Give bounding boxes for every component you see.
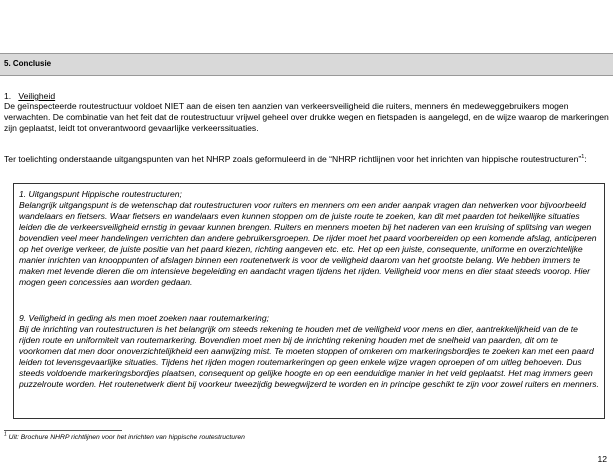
footnote-marker: 1 — [4, 431, 7, 438]
page-number: 12 — [597, 454, 607, 464]
intro-paragraph — [4, 154, 610, 165]
quote-item-2-heading: 9. Veiligheid in geding als men moet zoeken naar routemarkering; — [19, 313, 269, 323]
quote-item-1-heading: 1. Uitgangspunt Hippische routestructuren; — [19, 189, 182, 199]
subsection-title: Veiligheid — [18, 91, 56, 101]
quote-item-1-body: Belangrijk uitgangspunt is de wetenschap dat routestructuren voor ruiters en menners om een ander aanpak vragen dan netwerken voor bijvoorbeeld wandelaars en fietsers. Waar fietsers en wandelaars even kunnen stoppen om de juiste route te zoeken, kan dit met paarden tot heikellijke situaties leiden die de verkeersveiligheid ernstig in gevaar kunnen brengen. Ruiters en menners moeten bij het naderen van een kruising of splitsing van wegen bovendien veel meer handelingen verrichten dan andere gebruikersgroepen. De rijder moet het paard voorbereiden op een komende afslag, anticiperen op het overige verkeer, de juiste positie van het paard kiezen, richting aangeven etc. etc. Het op een juiste, consequente, uniforme en overzichtelijke manier inrichten van knooppunten of afslagen binnen een routenetwerk is voor de veiligheid daarom van het grootste belang. We hebben immers te maken met levende dieren die om intensieve begeleiding en aandacht vragen tijdens het rijden. Veiligheid voor mens en dier staat steeds voorop. Hier mogen geen concessies aan worden gedaan. — [19, 200, 597, 287]
footnote-text: Uit: Brochure NHRP richtlijnen voor het inrichten van hippische routestructuren — [6, 434, 245, 441]
intro-paragraph-end: : — [584, 154, 587, 164]
footnote-reference: 1 — [581, 154, 585, 161]
section-header-bar — [0, 53, 613, 76]
quote-item-1 — [19, 189, 599, 288]
conclusion-paragraph: De geïnspecteerde routestructuur voldoet NIET aan de eisen ten aanzien van verkeersveiligheid die ruiters, menners én medeweggebruikers mogen verwachten. De combinatie van het feit dat de routestructuur vrijwel geheel over drukke wegen en fietspaden is aangelegd, en de wijze waarop de markeringen zijn geplaatst, leidt tot onverantwoord gevaarlijke verkeerssituaties. — [4, 101, 609, 133]
subsection-number: 1. — [4, 91, 12, 101]
quote-box — [13, 183, 605, 419]
quote-item-2-body: Bij de inrichting van routestructuren is het belangrijk om steeds rekening te houden met de veiligheid voor mens en dier, aantrekkelijkheid van de te rijden route en uniformiteit van routemarkering. Bovendien moet men bij de inrichting rekening houden met de snelheid van paarden, dit om te voorkomen dat men door onoverzichtelijkheid een aanwijzing mist. Te moeten stoppen of omkeren om markeringsbordjes te zoeken kan met een paard leiden tot levensgevaarlijke situaties. Tijdens het rijden mogen routemarkeringen op geen enkele wijze vragen oproepen of om uitleg behoeven. Dus steeds voldoende markeringsbordjes plaatsen, consequent op gelijke hoogte en op een eenduidige manier in het veld geplaatst. Het mag immers geen puzzelroute worden. Het routenetwerk dient bij voorkeur tweezijdig bewegwijzerd te worden en in principe geschikt te zijn voor zowel ruiters en menners. — [19, 324, 599, 389]
footnote-separator — [4, 430, 122, 431]
quote-item-2 — [19, 313, 599, 390]
section-title: 5. Conclusie — [4, 59, 52, 68]
intro-paragraph-text: Ter toelichting onderstaande uitgangspunten van het NHRP zoals geformuleerd in de “NHRP richtlijnen voor het inrichten van hippische routestructuren” — [4, 154, 582, 164]
footnote — [4, 431, 245, 441]
